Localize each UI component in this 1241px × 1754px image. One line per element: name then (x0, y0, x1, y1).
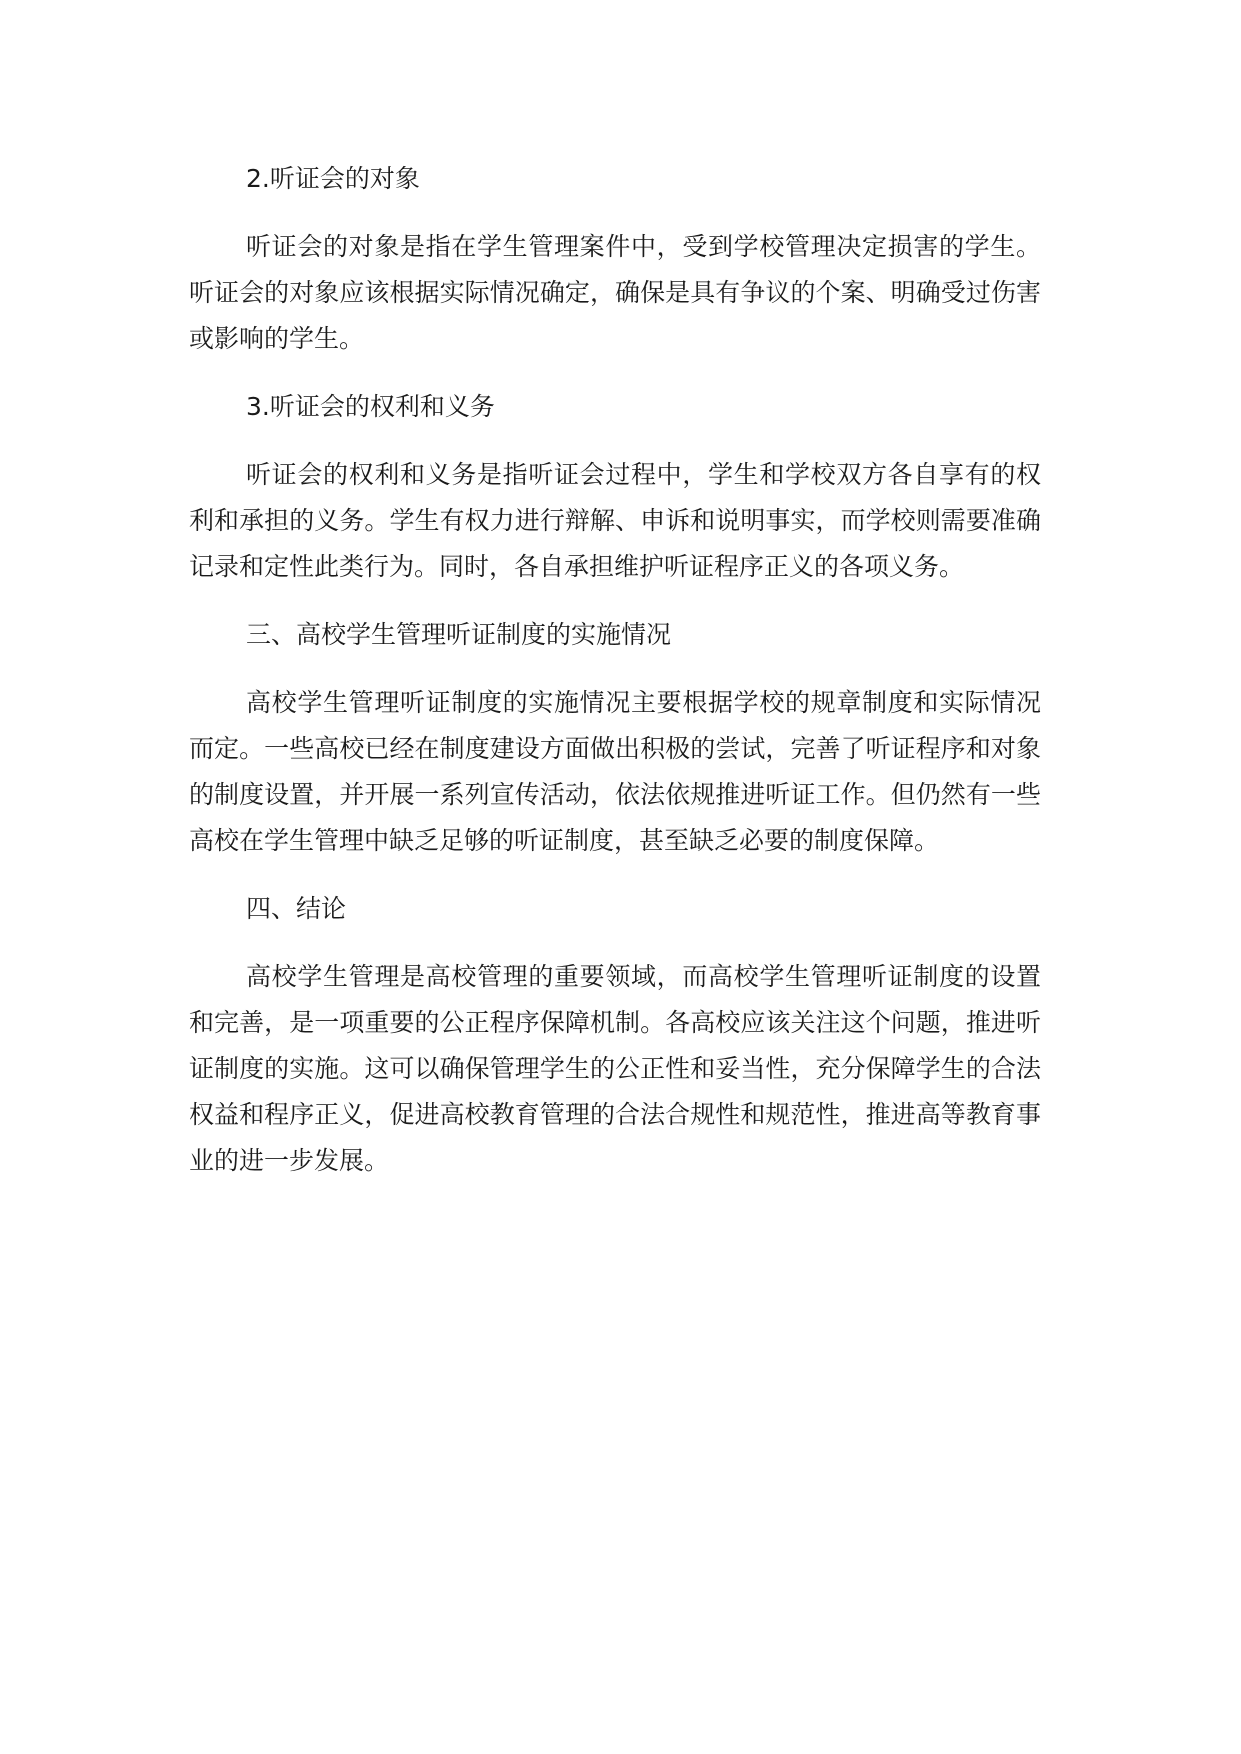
section-paragraph: 听证会的权利和义务是指听证会过程中，学生和学校双方各自享有的权利和承担的义务。学生有权力进行辩解、申诉和说明事实，而学校则需要准确记录和定性此类行为。同时，各自承担维护听证程序正义的各项义务。 (189, 460, 1041, 581)
section-paragraph: 听证会的对象是指在学生管理案件中，受到学校管理决定损害的学生。听证会的对象应该根据实际情况确定，确保是具有争议的个案、明确受过伤害或影响的学生。 (189, 232, 1041, 353)
section-paragraph: 高校学生管理听证制度的实施情况主要根据学校的规章制度和实际情况而定。一些高校已经在制度建设方面做出积极的尝试，完善了听证程序和对象的制度设置，并开展一系列宣传活动，依法依规推进听证工作。但仍然有一些高校在学生管理中缺乏足够的听证制度，甚至缺乏必要的制度保障。 (189, 688, 1041, 855)
section-paragraph: 高校学生管理是高校管理的重要领域，而高校学生管理听证制度的设置和完善，是一项重要的公正程序保障机制。各高校应该关注这个问题，推进听证制度的实施。这可以确保管理学生的公正性和妥当性，充分保障学生的合法权益和程序正义，促进高校教育管理的合法合规性和规范性，推进高等教育事业的进一步发展。 (189, 962, 1041, 1175)
section-heading: 2.听证会的对象 (246, 164, 420, 193)
section-heading: 三、高校学生管理听证制度的实施情况 (246, 620, 672, 649)
document-body (189, 156, 1041, 1206)
section-heading: 四、结论 (246, 894, 347, 923)
section-heading: 3.听证会的权利和义务 (246, 392, 495, 421)
